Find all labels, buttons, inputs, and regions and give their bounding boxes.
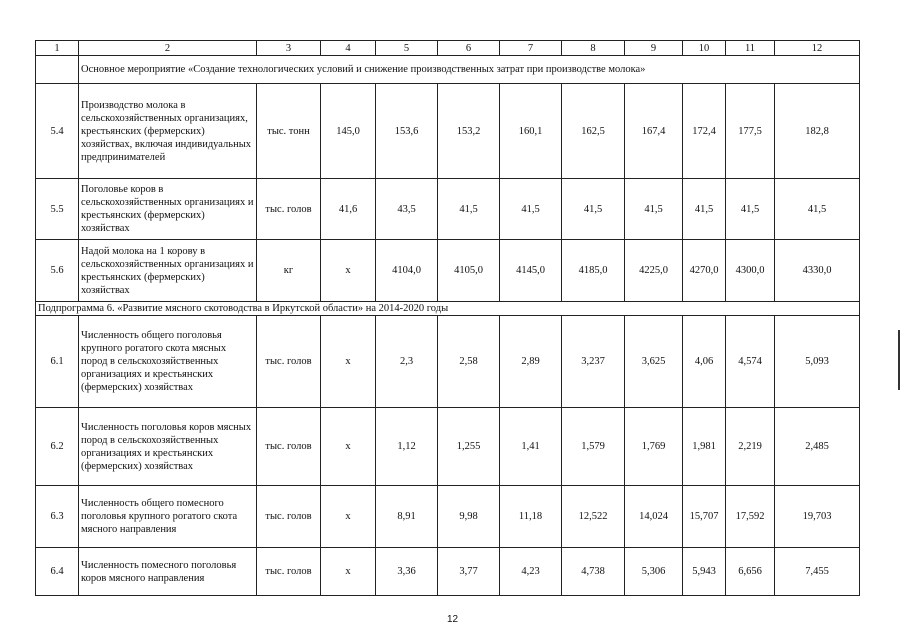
row-value: 5,306 <box>625 548 683 596</box>
row-name: Надой молока на 1 корову в сельскохозяйственных организациях и крестьянских (фермерских) хозяйствах <box>79 240 257 302</box>
row-value: 15,707 <box>683 486 726 548</box>
col-header: 9 <box>625 41 683 56</box>
row-value: 41,5 <box>562 179 625 240</box>
column-number-row <box>36 41 860 56</box>
page-number: 12 <box>446 614 459 625</box>
row-value: 12,522 <box>562 486 625 548</box>
row-value: 4,574 <box>726 316 775 408</box>
row-unit: кг <box>257 240 321 302</box>
row-value: 1,12 <box>376 408 438 486</box>
col-header: 4 <box>321 41 376 56</box>
row-value: 6,656 <box>726 548 775 596</box>
row-value: 41,5 <box>438 179 500 240</box>
row-value: 1,579 <box>562 408 625 486</box>
subprogram-title: Подпрограмма 6. «Развитие мясного скотоводства в Иркутской области» на 2014-2020 годы <box>36 302 860 316</box>
row-unit: тыс. голов <box>257 408 321 486</box>
row-value: 177,5 <box>726 84 775 179</box>
row-id: 6.1 <box>36 316 79 408</box>
row-value: 3,237 <box>562 316 625 408</box>
row-value: 1,255 <box>438 408 500 486</box>
row-value: 1,769 <box>625 408 683 486</box>
row-value: 5,093 <box>775 316 860 408</box>
row-value: 9,98 <box>438 486 500 548</box>
row-id: 5.5 <box>36 179 79 240</box>
row-value: 4,06 <box>683 316 726 408</box>
row-name: Численность общего поголовья крупного рогатого скота мясных пород в сельскохозяйственных организациях и крестьянских (фермерских) хозяйствах <box>79 316 257 408</box>
row-value: 1,41 <box>500 408 562 486</box>
section-title: Основное мероприятие «Создание технологических условий и снижение производственных затрат при производстве молока» <box>79 56 860 84</box>
row-id: 6.4 <box>36 548 79 596</box>
row-value: 160,1 <box>500 84 562 179</box>
row-id: 6.3 <box>36 486 79 548</box>
row-value: 182,8 <box>775 84 860 179</box>
row-value: 4104,0 <box>376 240 438 302</box>
row-value: 3,625 <box>625 316 683 408</box>
col-header: 10 <box>683 41 726 56</box>
row-value: 17,592 <box>726 486 775 548</box>
row-value: 172,4 <box>683 84 726 179</box>
row-name: Численность помесного поголовья коров мясного направления <box>79 548 257 596</box>
col-header: 11 <box>726 41 775 56</box>
row-value: 2,219 <box>726 408 775 486</box>
row-value: 3,77 <box>438 548 500 596</box>
row-value: 2,89 <box>500 316 562 408</box>
row-value: 4330,0 <box>775 240 860 302</box>
row-value: 4185,0 <box>562 240 625 302</box>
table-row <box>36 316 860 408</box>
row-value: 4,23 <box>500 548 562 596</box>
row-value: 41,5 <box>500 179 562 240</box>
row-value: 7,455 <box>775 548 860 596</box>
row-unit: тыс. голов <box>257 486 321 548</box>
row-value: 153,6 <box>376 84 438 179</box>
row-id: 6.2 <box>36 408 79 486</box>
row-name: Численность общего помесного поголовья крупного рогатого скота мясного направления <box>79 486 257 548</box>
col-header: 1 <box>36 41 79 56</box>
row-value: 5,943 <box>683 548 726 596</box>
row-value: х <box>321 240 376 302</box>
col-header: 2 <box>79 41 257 56</box>
row-unit: тыс. голов <box>257 179 321 240</box>
row-value: 4225,0 <box>625 240 683 302</box>
row-unit: тыс. голов <box>257 316 321 408</box>
row-name: Производство молока в сельскохозяйственных организациях, крестьянских (фермерских) хозяйствах, включая индивидуальных предпринимателей <box>79 84 257 179</box>
row-value: 2,3 <box>376 316 438 408</box>
row-value: х <box>321 316 376 408</box>
row-value: 41,5 <box>683 179 726 240</box>
table-row <box>36 408 860 486</box>
table-row <box>36 486 860 548</box>
row-value: 1,981 <box>683 408 726 486</box>
row-unit: тыс. тонн <box>257 84 321 179</box>
scan-edge-mark <box>898 330 900 390</box>
row-value: х <box>321 486 376 548</box>
row-value: 2,58 <box>438 316 500 408</box>
row-id: 5.4 <box>36 84 79 179</box>
indicators-table <box>35 40 860 596</box>
col-header: 5 <box>376 41 438 56</box>
row-id: 5.6 <box>36 240 79 302</box>
row-value: 145,0 <box>321 84 376 179</box>
row-value: 41,5 <box>625 179 683 240</box>
row-value: 4145,0 <box>500 240 562 302</box>
col-header: 12 <box>775 41 860 56</box>
col-header: 8 <box>562 41 625 56</box>
row-value: 41,5 <box>726 179 775 240</box>
row-value: 41,5 <box>775 179 860 240</box>
row-name: Численность поголовья коров мясных пород в сельскохозяйственных организациях и крестьянских (фермерских) хозяйствах <box>79 408 257 486</box>
col-header: 3 <box>257 41 321 56</box>
row-value: х <box>321 408 376 486</box>
row-value: 41,6 <box>321 179 376 240</box>
row-value: 11,18 <box>500 486 562 548</box>
row-value: 4,738 <box>562 548 625 596</box>
row-value: 2,485 <box>775 408 860 486</box>
col-header: 6 <box>438 41 500 56</box>
row-value: 153,2 <box>438 84 500 179</box>
row-value: 14,024 <box>625 486 683 548</box>
table-row <box>36 84 860 179</box>
col-header: 7 <box>500 41 562 56</box>
row-value: 167,4 <box>625 84 683 179</box>
table-row <box>36 548 860 596</box>
table-row <box>36 179 860 240</box>
row-value: 4105,0 <box>438 240 500 302</box>
table-row <box>36 240 860 302</box>
row-value: 162,5 <box>562 84 625 179</box>
row-unit: тыс. голов <box>257 548 321 596</box>
row-value: 4270,0 <box>683 240 726 302</box>
subprogram-row <box>36 302 860 316</box>
row-name: Поголовье коров в сельскохозяйственных организациях и крестьянских (фермерских) хозяйствах <box>79 179 257 240</box>
row-value: 3,36 <box>376 548 438 596</box>
row-value: 8,91 <box>376 486 438 548</box>
row-value: 19,703 <box>775 486 860 548</box>
row-value: х <box>321 548 376 596</box>
row-value: 4300,0 <box>726 240 775 302</box>
row-value: 43,5 <box>376 179 438 240</box>
section-row <box>36 56 860 84</box>
